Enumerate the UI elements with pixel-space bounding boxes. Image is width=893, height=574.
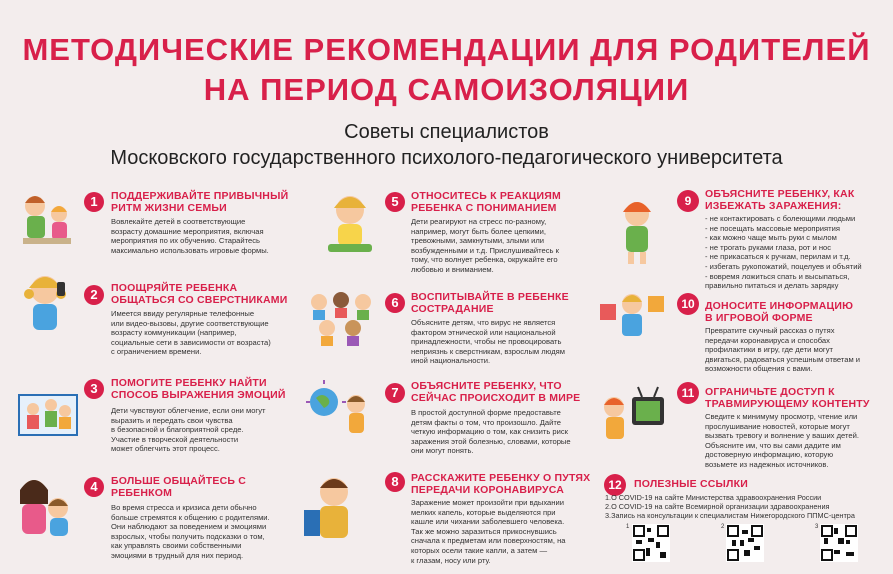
girl-handwash-illustration	[612, 196, 662, 266]
qr-number-2: 2	[721, 524, 725, 530]
item-text-1: Вовлекайте детей в соответствующие возрасту домашние мероприятия, включая мероприятия по их обучению. Старайтесь максимально использовать игровые формы.	[111, 217, 269, 255]
item-text-2: Имеется ввиду регулярные телефонные или видео-вызовы, другие соответствующие возрасту коммуникации (например, социальные сети в зависимости от возраста) с ограничением времени.	[111, 309, 271, 357]
mother-child-illustration	[12, 470, 78, 540]
girl-phone-illustration	[15, 268, 77, 338]
item-title-7: ОБЪЯСНИТЕ РЕБЕНКУ, ЧТО СЕЙЧАС ПРОИСХОДИТ В МИРЕ	[411, 380, 581, 404]
teacher-board-illustration	[300, 470, 376, 550]
item-text-7: В простой доступной форме предоставьте детям факты о том, что произошло. Дайте четкую информацию о том, как снизить риск заражения этой болезнью, словами, которые они могут понять.	[411, 408, 571, 456]
item-number-4: 4	[84, 477, 104, 497]
item-title-1: ПОДДЕРЖИВАЙТЕ ПРИВЫЧНЫЙ РИТМ ЖИЗНИ СЕМЬИ	[111, 190, 289, 214]
boy-puzzle-illustration	[598, 290, 668, 340]
page-title-line-1: МЕТОДИЧЕСКИЕ РЕКОМЕНДАЦИИ ДЛЯ РОДИТЕЛЕЙ	[22, 32, 871, 67]
item-title-3: ПОМОГИТЕ РЕБЕНКУ НАЙТИ СПОСОБ ВЫРАЖЕНИЯ ЭМОЦИЙ	[111, 377, 286, 401]
item-text-11: Сведите к минимуму просмотр, чтение или прослушивание новостей, которые могут вызвать тревогу и волнение у ваших детей. Объясните им, что вы сами дадите им достоверную информацию, которую возьмете из надежных источников.	[705, 412, 859, 469]
item-title-9: ОБЪЯСНИТЕ РЕБЕНКУ, КАК ИЗБЕЖАТЬ ЗАРАЖЕНИЯ:	[705, 188, 855, 212]
qr-code-3[interactable]	[820, 524, 858, 562]
kids-drawing-illustration	[15, 375, 81, 440]
item-text-6: Объясните детям, что вирус не является фактором этнической или национальной принадлежности, чтобы не провоцировать неприязнь к сверстникам, взрослым людям иной национальности.	[411, 318, 565, 366]
item-number-9: 9	[677, 190, 699, 212]
item-text-3: Дети чувствуют облегчение, если они могут выразить и передать свои чувства в безопасной и благоприятной среде. Участие в творческой деятельности может облегчить этот процесс.	[111, 406, 266, 454]
item-text-4: Во время стресса и кризиса дети обычно больше стремятся к общению с родителями. Они наблюдают за поведением и эмоциями взрослых, чтобы получить подсказки о том, как управлять своими собственными эмоциями в трудный для них период.	[111, 503, 270, 560]
qr-code-1[interactable]	[632, 524, 670, 562]
item-number-1: 1	[84, 192, 104, 212]
item-number-5: 5	[385, 192, 405, 212]
item-number-12: 12	[604, 474, 626, 496]
globe-virus-illustration	[306, 380, 378, 440]
qr-number-3: 3	[815, 524, 819, 530]
item-text-10: Превратите скучный рассказ о путях передачи коронавируса и способах профилактики в игру, где дети могут двигаться, радоваться успешным ответам и возможности общения с вами.	[705, 326, 861, 374]
item-number-2: 2	[84, 285, 104, 305]
subtitle-line-1: Советы специалистов	[344, 121, 549, 143]
item-number-10: 10	[677, 293, 699, 315]
item-text-8: Заражение может произойти при вдыхании мелких капель, которые выделяются при кашле или чихании заболевшего человека. Так же можно заразиться прикоснувшись сначала к предметам или поверхностям, на которых осели такие капли, а затем — к глазам, носу или рту.	[411, 498, 566, 565]
subtitle-line-2: Московского государственного психолого-педагогического университета	[110, 147, 783, 169]
item-title-2: ПООЩРЯЙТЕ РЕБЕНКА ОБЩАТЬСЯ СО СВЕРСТНИКАМИ	[111, 282, 288, 306]
child-tv-illustration	[598, 385, 668, 445]
item-number-11: 11	[677, 382, 699, 404]
item-title-5: ОТНОСИТЕСЬ К РЕАКЦИЯМ РЕБЕНКА С ПОНИМАНИЕМ	[411, 190, 561, 214]
crying-child-illustration	[318, 188, 380, 258]
item-text-5: Дети реагируют на стресс по-разному, например, могут быть более цепкими, тревожными, замкнутыми, злыми или возбужденными и т.д. Прислушивайтесь к тому, что волнует ребенка, окружайте его любовью и вниманием.	[411, 217, 559, 274]
item-title-4: БОЛЬШЕ ОБЩАЙТЕСЬ С РЕБЕНКОМ	[111, 475, 247, 499]
family-cooking-illustration	[15, 188, 77, 250]
qr-number-1: 1	[626, 524, 630, 530]
item-number-6: 6	[385, 293, 405, 313]
item-title-8: РАССКАЖИТЕ РЕБЕНКУ О ПУТЯХ ПЕРЕДАЧИ КОРОНАВИРУСА	[411, 472, 591, 496]
item-title-11: ОГРАНИЧЬТЕ ДОСТУП К ТРАВМИРУЮЩЕМУ КОНТЕНТУ	[705, 386, 870, 410]
page-title-line-2: НА ПЕРИОД САМОИЗОЛЯЦИИ	[203, 72, 690, 107]
qr-code-2[interactable]	[726, 524, 764, 562]
item-text-9: - не контактировать с болеющими людьми - не посещать массовые мероприятия - как можно чаще мыть руки с мылом - не трогать руками глаза, рот и нос - не прикасаться к ручкам, перилам и т.д. - избегать рукопожатий, поцелуев и объятий - вовремя ложиться спать и высыпаться, правильно питаться и делать зарядку	[705, 214, 862, 291]
item-text-12: 1.О COVID-19 на сайте Министерства здравоохранения России 2.О COVID-19 на сайте Всемирной организации здравоохранения 3.Запись на консультации к специалистам Нижегородского ППМС-центра	[605, 493, 855, 520]
diverse-children-illustration	[305, 288, 377, 350]
item-number-7: 7	[385, 383, 405, 403]
item-number-8: 8	[385, 472, 405, 492]
item-title-12: ПОЛЕЗНЫЕ ССЫЛКИ	[634, 478, 748, 490]
item-title-10: ДОНОСИТЕ ИНФОРМАЦИЮ В ИГРОВОЙ ФОРМЕ	[705, 300, 854, 324]
item-title-6: ВОСПИТЫВАЙТЕ В РЕБЕНКЕ СОСТРАДАНИЕ	[411, 291, 569, 315]
item-number-3: 3	[84, 379, 104, 399]
